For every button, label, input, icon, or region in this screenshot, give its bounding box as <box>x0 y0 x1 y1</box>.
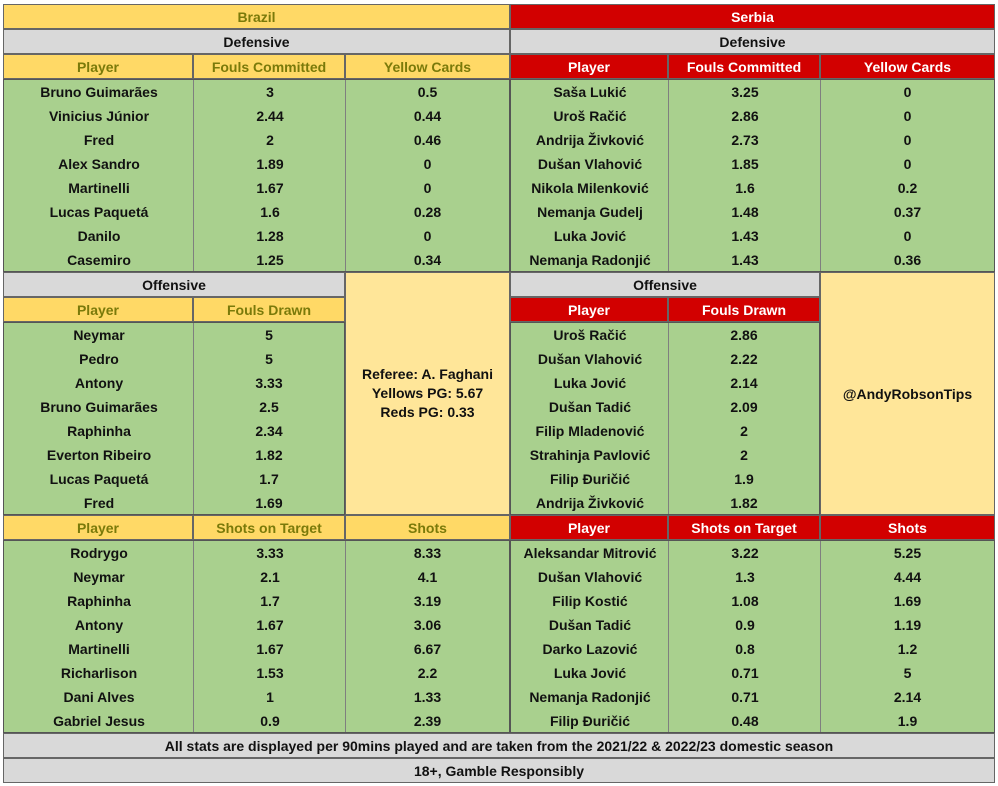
serbia-shots-cell-column-divider <box>668 541 669 732</box>
serbia-shots-header-player: Player <box>510 515 668 540</box>
serbia-team-title: Serbia <box>510 4 995 29</box>
brazil-defensive-cell-r2-c1: Vinicius Júnior <box>48 108 150 124</box>
serbia-defensive-cell-r2-c1: Uroš Račić <box>553 108 627 124</box>
brazil-defensive-cell-r7-c3: 0 <box>423 228 432 244</box>
brazil-shots-table <box>3 540 510 733</box>
serbia-shots-header-shots: Shots <box>820 515 995 540</box>
brazil-shots-cell-r4-c2: 1.67 <box>256 617 284 633</box>
brazil-shots-cell-r7-c3: 1.33 <box>413 689 442 705</box>
serbia-shots-cell-r2-c1: Dušan Vlahović <box>537 569 643 585</box>
serbia-shots-cell-r2-c3: 4.44 <box>893 569 922 585</box>
serbia-offensive-cell-column-divider <box>668 323 669 514</box>
brazil-shots-cell-r8-c3: 2.39 <box>413 713 442 729</box>
brazil-shots-cell-r4-c3: 3.06 <box>413 617 442 633</box>
brazil-def-header-yellows: Yellow Cards <box>345 54 510 79</box>
serbia-shots-cell-r1-c3: 5.25 <box>893 545 922 561</box>
brazil-offensive-cell-r2-c1: Pedro <box>79 351 119 367</box>
brazil-def-header-fouls: Fouls Committed <box>193 54 345 79</box>
serbia-offensive-cell-r5-c2: 2 <box>740 423 748 439</box>
serbia-defensive-cell-r8-c1: Nemanja Radonjić <box>529 252 651 268</box>
brazil-shots-cell-r6-c2: 1.53 <box>256 665 284 681</box>
brazil-offensive-cell-r1-c2: 5 <box>265 327 273 343</box>
footer-note: All stats are displayed per 90mins played and are taken from the 2021/22 & 2022/23 domestic season <box>3 733 995 758</box>
serbia-defensive-cell-r6-c3: 0.37 <box>893 204 922 220</box>
serbia-shots-cell-r7-c2: 0.71 <box>731 689 759 705</box>
serbia-shots-cell-r5-c3: 1.2 <box>897 641 918 657</box>
brazil-defensive-cell-r6-c3: 0.28 <box>413 204 442 220</box>
brazil-shots-cell-r1-c1: Rodrygo <box>70 545 128 561</box>
serbia-defensive-cell-r4-c3: 0 <box>903 156 912 172</box>
brazil-off-header-player: Player <box>3 297 193 322</box>
serbia-shots-cell-r6-c2: 0.71 <box>731 665 759 681</box>
brazil-shots-cell-r3-c2: 1.7 <box>260 593 280 609</box>
serbia-offensive-cell-r3-c1: Luka Jović <box>553 375 627 391</box>
serbia-defensive-cell-r2-c2: 2.86 <box>731 108 759 124</box>
brazil-shots-cell-r1-c3: 8.33 <box>413 545 442 561</box>
brazil-shots-cell-r7-c1: Dani Alves <box>63 689 135 705</box>
brazil-off-header-fouls-drawn: Fouls Drawn <box>193 297 345 322</box>
brazil-defensive-cell-r1-c1: Bruno Guimarães <box>40 84 158 100</box>
serbia-defensive-cell-r8-c3: 0.36 <box>893 252 922 268</box>
serbia-shots-table <box>510 540 995 733</box>
brazil-defensive-cell-r3-c1: Fred <box>83 132 115 148</box>
brazil-shots-cell-r6-c3: 2.2 <box>417 665 438 681</box>
brazil-offensive-cell-r7-c2: 1.7 <box>259 471 279 487</box>
serbia-shots-cell-r3-c1: Filip Kostić <box>552 593 628 609</box>
serbia-shots-cell-r7-c3: 2.14 <box>893 689 922 705</box>
serbia-defensive-table <box>510 79 995 272</box>
serbia-shots-cell-r6-c1: Luka Jović <box>553 665 627 681</box>
serbia-defensive-cell-r3-c2: 2.73 <box>731 132 759 148</box>
serbia-defensive-cell-r6-c1: Nemanja Gudelj <box>537 204 643 220</box>
serbia-shots-cell-r1-c2: 3.22 <box>731 545 759 561</box>
serbia-def-header-fouls: Fouls Committed <box>668 54 820 79</box>
brazil-def-header-player: Player <box>3 54 193 79</box>
brazil-offensive-cell-r5-c2: 2.34 <box>255 423 283 439</box>
serbia-shots-cell-r8-c3: 1.9 <box>897 713 918 729</box>
serbia-defensive-cell-r1-c1: Saša Lukić <box>553 84 627 100</box>
serbia-offensive-table <box>510 322 820 515</box>
brazil-shots-cell-r4-c1: Antony <box>74 617 124 633</box>
brazil-offensive-cell-r5-c1: Raphinha <box>67 423 131 439</box>
brazil-shots-cell-r8-c1: Gabriel Jesus <box>53 713 145 729</box>
brazil-defensive-cell-r5-c1: Martinelli <box>68 180 130 196</box>
brazil-shots-cell-r5-c3: 6.67 <box>413 641 442 657</box>
serbia-offensive-title: Offensive <box>510 272 820 297</box>
serbia-offensive-cell-r6-c1: Strahinja Pavlović <box>529 447 651 463</box>
serbia-offensive-cell-r1-c2: 2.86 <box>730 327 758 343</box>
brazil-shots-cell-r3-c3: 3.19 <box>413 593 442 609</box>
brazil-defensive-cell-r4-c3: 0 <box>423 156 432 172</box>
brazil-defensive-cell-r6-c1: Lucas Paquetá <box>49 204 149 220</box>
brazil-shots-cell-r3-c1: Raphinha <box>67 593 131 609</box>
brazil-offensive-cell-r3-c1: Antony <box>74 375 124 391</box>
brazil-shots-cell-r7-c2: 1 <box>266 689 274 705</box>
brazil-defensive-cell-r3-c3: 0.46 <box>413 132 442 148</box>
brazil-offensive-cell-r4-c1: Bruno Guimarães <box>40 399 158 415</box>
brazil-offensive-cell-r8-c1: Fred <box>83 495 115 511</box>
serbia-offensive-cell-r8-c2: 1.82 <box>730 495 758 511</box>
brazil-defensive-cell-r2-c3: 0.44 <box>413 108 442 124</box>
brazil-defensive-cell-r8-c3: 0.34 <box>413 252 442 268</box>
serbia-defensive-cell-column-divider <box>820 80 821 271</box>
brazil-shots-cell-r8-c2: 0.9 <box>260 713 280 729</box>
serbia-shots-cell-r8-c2: 0.48 <box>731 713 759 729</box>
brazil-shots-cell-r1-c2: 3.33 <box>256 545 284 561</box>
brazil-offensive-cell-r6-c2: 1.82 <box>255 447 283 463</box>
serbia-defensive-cell-r7-c2: 1.43 <box>731 228 759 244</box>
brazil-offensive-cell-r2-c2: 5 <box>265 351 273 367</box>
serbia-defensive-cell-r5-c1: Nikola Milenković <box>531 180 649 196</box>
serbia-shots-cell-r4-c3: 1.19 <box>893 617 922 633</box>
brazil-offensive-cell-r1-c1: Neymar <box>73 327 125 343</box>
serbia-shots-cell-r5-c2: 0.8 <box>735 641 755 657</box>
serbia-shots-header-on-target: Shots on Target <box>668 515 820 540</box>
serbia-offensive-cell-r2-c1: Dušan Vlahović <box>537 351 643 367</box>
brazil-shots-cell-column-divider <box>193 541 194 732</box>
brazil-defensive-cell-r7-c1: Danilo <box>77 228 121 244</box>
referee-name: Referee: A. Faghani <box>362 366 493 382</box>
serbia-offensive-cell-r6-c2: 2 <box>740 447 748 463</box>
twitter-handle-panel <box>820 272 995 515</box>
brazil-shots-header-on-target: Shots on Target <box>193 515 345 540</box>
serbia-offensive-cell-r8-c1: Andrija Živković <box>535 495 645 511</box>
serbia-offensive-cell-r1-c1: Uroš Račić <box>553 327 627 343</box>
brazil-defensive-cell-r1-c3: 0.5 <box>417 84 438 100</box>
brazil-shots-cell-r5-c2: 1.67 <box>256 641 284 657</box>
brazil-defensive-cell-r1-c2: 3 <box>266 84 274 100</box>
referee-reds: Reds PG: 0.33 <box>380 404 475 420</box>
brazil-team-title: Brazil <box>3 4 510 29</box>
serbia-def-header-player: Player <box>510 54 668 79</box>
serbia-defensive-cell-r6-c2: 1.48 <box>731 204 759 220</box>
serbia-shots-cell-r3-c2: 1.08 <box>731 593 759 609</box>
serbia-defensive-cell-r7-c3: 0 <box>903 228 912 244</box>
brazil-defensive-cell-r7-c2: 1.28 <box>256 228 284 244</box>
brazil-defensive-cell-r5-c2: 1.67 <box>256 180 284 196</box>
serbia-defensive-cell-r8-c2: 1.43 <box>731 252 759 268</box>
twitter-handle: @AndyRobsonTips <box>842 385 973 402</box>
brazil-defensive-cell-r8-c2: 1.25 <box>256 252 284 268</box>
serbia-defensive-cell-r1-c3: 0 <box>903 84 912 100</box>
brazil-shots-header-player: Player <box>3 515 193 540</box>
serbia-offensive-cell-r4-c1: Dušan Tadić <box>548 399 632 415</box>
brazil-defensive-cell-r6-c2: 1.6 <box>260 204 280 220</box>
brazil-shots-cell-r2-c1: Neymar <box>73 569 125 585</box>
brazil-offensive-cell-r7-c1: Lucas Paquetá <box>49 471 149 487</box>
serbia-shots-cell-r4-c1: Dušan Tadić <box>548 617 632 633</box>
serbia-defensive-cell-r7-c1: Luka Jović <box>553 228 627 244</box>
brazil-shots-cell-column-divider <box>345 541 346 732</box>
serbia-defensive-cell-r5-c2: 1.6 <box>735 180 755 196</box>
serbia-shots-cell-r5-c1: Darko Lazović <box>542 641 638 657</box>
serbia-shots-cell-column-divider <box>820 541 821 732</box>
brazil-defensive-cell-r4-c2: 1.89 <box>256 156 284 172</box>
serbia-defensive-cell-r1-c2: 3.25 <box>731 84 759 100</box>
serbia-defensive-cell-r3-c3: 0 <box>903 132 912 148</box>
brazil-defensive-cell-r3-c2: 2 <box>266 132 274 148</box>
brazil-defensive-cell-column-divider <box>193 80 194 271</box>
serbia-defensive-cell-r4-c1: Dušan Vlahović <box>537 156 643 172</box>
gamble-responsibly-note: 18+, Gamble Responsibly <box>3 758 995 783</box>
serbia-shots-cell-r6-c3: 5 <box>903 665 912 681</box>
serbia-off-header-fouls-drawn: Fouls Drawn <box>668 297 820 322</box>
brazil-offensive-cell-r8-c2: 1.69 <box>255 495 283 511</box>
serbia-offensive-cell-r2-c2: 2.22 <box>730 351 758 367</box>
serbia-offensive-cell-r3-c2: 2.14 <box>730 375 758 391</box>
serbia-offensive-cell-r4-c2: 2.09 <box>730 399 758 415</box>
serbia-offensive-cell-r7-c1: Filip Đuričić <box>549 471 631 487</box>
serbia-shots-cell-r2-c2: 1.3 <box>735 569 755 585</box>
serbia-defensive-cell-column-divider <box>668 80 669 271</box>
serbia-defensive-cell-r2-c3: 0 <box>903 108 912 124</box>
brazil-defensive-cell-r8-c1: Casemiro <box>67 252 131 268</box>
serbia-def-header-yellows: Yellow Cards <box>820 54 995 79</box>
serbia-offensive-cell-r7-c2: 1.9 <box>734 471 754 487</box>
serbia-shots-cell-r3-c3: 1.69 <box>893 593 922 609</box>
brazil-offensive-cell-r3-c2: 3.33 <box>255 375 283 391</box>
serbia-shots-cell-r1-c1: Aleksandar Mitrović <box>523 545 657 561</box>
referee-panel <box>345 272 510 515</box>
brazil-defensive-cell-r2-c2: 2.44 <box>256 108 284 124</box>
serbia-shots-cell-r4-c2: 0.9 <box>735 617 755 633</box>
serbia-defensive-title: Defensive <box>510 29 995 54</box>
brazil-shots-cell-r2-c2: 2.1 <box>260 569 280 585</box>
serbia-defensive-cell-r3-c1: Andrija Živković <box>535 132 645 148</box>
brazil-offensive-table <box>3 322 345 515</box>
brazil-offensive-cell-r6-c1: Everton Ribeiro <box>46 447 152 463</box>
serbia-off-header-player: Player <box>510 297 668 322</box>
serbia-offensive-cell-r5-c1: Filip Mladenović <box>535 423 645 439</box>
brazil-shots-cell-r2-c3: 4.1 <box>417 569 438 585</box>
brazil-offensive-title: Offensive <box>3 272 345 297</box>
serbia-shots-cell-r8-c1: Filip Đuričić <box>549 713 631 729</box>
brazil-defensive-cell-r5-c3: 0 <box>423 180 432 196</box>
serbia-defensive-cell-r5-c3: 0.2 <box>897 180 918 196</box>
brazil-offensive-cell-r4-c2: 2.5 <box>259 399 279 415</box>
serbia-shots-cell-r7-c1: Nemanja Radonjić <box>529 689 651 705</box>
brazil-offensive-cell-column-divider <box>193 323 194 514</box>
brazil-shots-cell-r5-c1: Martinelli <box>68 641 130 657</box>
serbia-defensive-cell-r4-c2: 1.85 <box>731 156 759 172</box>
brazil-defensive-cell-r4-c1: Alex Sandro <box>58 156 140 172</box>
brazil-defensive-table <box>3 79 510 272</box>
brazil-defensive-cell-column-divider <box>345 80 346 271</box>
referee-yellows: Yellows PG: 5.67 <box>371 385 484 401</box>
brazil-defensive-title: Defensive <box>3 29 510 54</box>
brazil-shots-cell-r6-c1: Richarlison <box>60 665 138 681</box>
brazil-shots-header-shots: Shots <box>345 515 510 540</box>
